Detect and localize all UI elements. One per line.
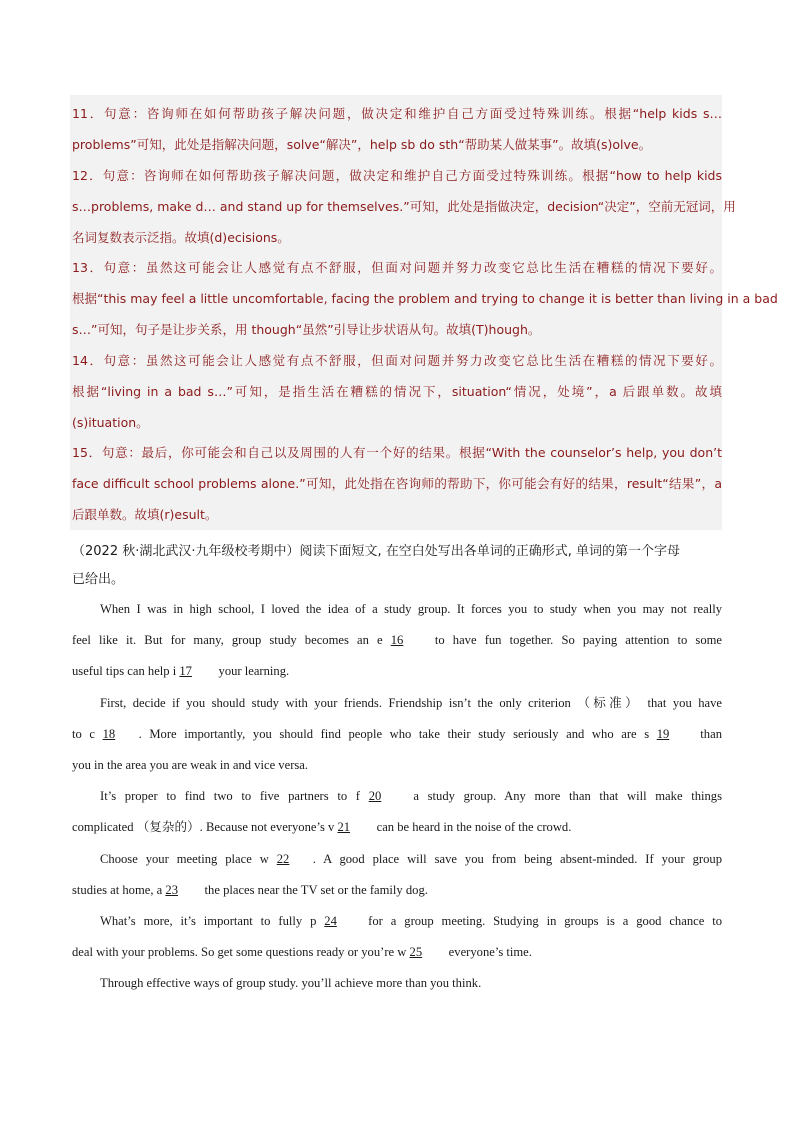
answer-15	[72, 437, 722, 531]
passage-line: complicated （复杂的）. Because not everyone’s v 21 can be heard in the noise of the crowd.	[72, 812, 722, 843]
answer-line: s…problems, make d… and stand up for themselves.”可知，此处是指做决定，decision“决定”，空前无冠词，用	[72, 199, 736, 215]
blank-18[interactable]: 18	[102, 726, 116, 741]
answer-explanations-box	[70, 95, 778, 530]
answer-line: problems”可知，此处是指解决问题，solve“解决”，help sb do sth“帮助某人做某事”。故填(s)olve。	[72, 137, 652, 153]
passage-line: What’s more, it’s important to fully p 24 for a group meeting. Studying in groups is a good chance to	[72, 906, 722, 937]
blank-17[interactable]: 17	[179, 664, 192, 679]
passage-line: you in the area you are weak in and vice versa.	[72, 758, 309, 773]
answer-line: 名词复数表示泛指。故填(d)ecisions。	[72, 230, 290, 246]
answer-13	[72, 252, 778, 346]
blank-16[interactable]: 16	[390, 633, 404, 648]
answer-line: 11．句意：咨询师在如何帮助孩子解决问题，做决定和维护自己方面受过特殊训练。根据“help kids s…	[72, 106, 722, 121]
passage-line: Choose your meeting place w 22 . A good place will save you from being absent-minded. If your group	[72, 844, 722, 875]
passage-line: deal with your problems. So get some questions ready or you’re w 25 everyone’s time.	[72, 937, 722, 968]
answer-line: 根据“living in a bad s…”可知，是指生活在糟糕的情况下，situation“情况，处境”，a 后跟单数。故填	[72, 384, 722, 400]
answer-11	[72, 98, 722, 160]
answer-line: 13．句意：虽然这可能会让人感觉有点不舒服，但面对问题并努力改变它总比生活在糟糕的情况下要好。	[72, 260, 722, 275]
instruction-line: 已给出。	[72, 572, 125, 587]
blank-25[interactable]: 25	[409, 945, 423, 960]
answer-line: (s)ituation。	[72, 415, 149, 431]
blank-24[interactable]: 24	[324, 914, 337, 929]
answer-line: 根据“this may feel a little uncomfortable, facing the problem and trying to change it is better than living in a bad	[72, 291, 778, 307]
blank-23[interactable]: 23	[165, 882, 178, 897]
answer-12	[72, 160, 736, 254]
passage-line: to c 18 . More importantly, you should find people who take their study seriously and who are s 19 than	[72, 719, 722, 750]
answer-line: 14．句意：虽然这可能会让人感觉有点不舒服，但面对问题并努力改变它总比生活在糟糕的情况下要好。	[72, 353, 722, 368]
answer-line: s…”可知，句子是让步关系，用 though“虽然”引导让步状语从句。故填(T)hough。	[72, 322, 541, 338]
passage-line: When I was in high school, I loved the idea of a study group. It forces you to study when you may not really	[100, 602, 722, 616]
answer-line: 后跟单数。故填(r)esult。	[72, 507, 218, 523]
passage-line: feel like it. But for many, group study becomes an e 16 to have fun together. So paying attention to some	[72, 625, 722, 656]
answer-14	[72, 345, 722, 439]
blank-20[interactable]: 20	[368, 789, 382, 804]
exercise-instructions	[72, 538, 724, 594]
passage-line: First, decide if you should study with your friends. Friendship isn’t the only criterion （标准） that you have	[100, 695, 722, 710]
passage-line: studies at home, a 23 the places near the TV set or the family dog.	[72, 875, 722, 906]
passage-line: Through effective ways of group study. you’ll achieve more than you think.	[100, 976, 482, 991]
passage-line: It’s proper to find two to five partners to f 20 a study group. Any more than that will make things	[72, 781, 722, 812]
reading-passage	[72, 594, 722, 1000]
blank-22[interactable]: 22	[276, 851, 290, 866]
passage-line: useful tips can help i 17 your learning.	[72, 656, 722, 687]
instruction-line: （2022 秋·湖北武汉·九年级校考期中）阅读下面短文, 在空白处写出各单词的正确形式, 单词的第一个字母	[72, 544, 681, 559]
answer-line: 15．句意：最后，你可能会和自己以及周围的人有一个好的结果。根据“With the counselor’s help, you don’t	[72, 445, 722, 460]
answer-line: face difficult school problems alone.”可知，此处指在咨询师的帮助下，你可能会有好的结果，result“结果”，a	[72, 476, 722, 492]
answer-line: 12．句意：咨询师在如何帮助孩子解决问题，做决定和维护自己方面受过特殊训练。根据“how to help kids	[72, 168, 722, 183]
blank-21[interactable]: 21	[337, 820, 351, 835]
blank-19[interactable]: 19	[656, 726, 670, 741]
